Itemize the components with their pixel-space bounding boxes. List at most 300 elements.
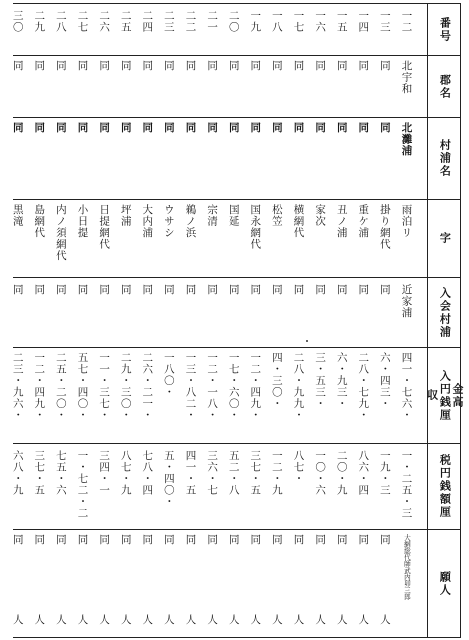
tax-cell-text: 七八・四 (141, 450, 154, 496)
tax-cell-text: 三六・七 (206, 450, 219, 496)
applicant-suffix-cell (136, 614, 158, 634)
village-cell-text: 同 (76, 122, 89, 134)
tax-cell-text: 三四・一 (98, 450, 111, 496)
village-cell (373, 122, 395, 197)
tax-cell (287, 450, 309, 528)
aza-cell-text: 鵜ノ浜 (184, 204, 197, 239)
village-cell-text: 同 (33, 122, 46, 134)
shared-village-cell (330, 284, 352, 346)
district-cell-text: 同 (227, 60, 240, 72)
tax-cell (71, 450, 93, 528)
district-cell-text: 同 (357, 60, 370, 72)
applicant-cell (395, 534, 417, 612)
applicant-cell-text: 同 (54, 534, 67, 546)
village-cell-text: 同 (378, 122, 391, 134)
applicant-suffix-cell-text: 人 (227, 614, 240, 626)
applicant-suffix-cell-text: 人 (141, 614, 154, 626)
number-cell (136, 10, 158, 54)
district-cell-text: 同 (11, 60, 24, 72)
applicant-suffix-cell (309, 614, 331, 634)
applicant-suffix-cell (71, 614, 93, 634)
shared-village-cell-text: 同 (54, 284, 67, 296)
village-cell-text: 同 (335, 122, 348, 134)
district-cell-text: 同 (119, 60, 132, 72)
district-cell (179, 60, 201, 115)
district-cell-text: 同 (141, 60, 154, 72)
shared-village-cell-text: 同 (33, 284, 46, 296)
district-cell (6, 60, 28, 115)
number-cell-text: 二七 (76, 10, 89, 33)
aza-cell (157, 204, 179, 276)
district-cell (244, 60, 266, 115)
shared-village-cell (287, 284, 309, 346)
applicant-cell (352, 534, 374, 612)
number-cell-text: 二〇 (227, 10, 240, 33)
tax-cell (136, 450, 158, 528)
applicant-cell (265, 534, 287, 612)
applicant-cell-text: 同 (206, 534, 219, 546)
district-cell-text: 同 (378, 60, 391, 72)
header-shared-village: 入会村浦 (438, 286, 452, 339)
aza-cell-text: 家次 (314, 204, 327, 227)
income-cell (157, 352, 179, 442)
tax-cell-text: 一〇・六 (314, 450, 327, 496)
district-cell-text: 同 (270, 60, 283, 72)
applicant-suffix-cell-text: 人 (119, 614, 132, 626)
applicant-cell-text: 同 (335, 534, 348, 546)
district-cell (265, 60, 287, 115)
aza-cell-text: 日提網代 (98, 204, 111, 250)
tax-cell-text: 七五・六 (54, 450, 67, 496)
applicant-cell-text: 同 (314, 534, 327, 546)
applicant-cell (136, 534, 158, 612)
shared-village-cell-text: 同 (206, 284, 219, 296)
aza-cell-text: 小日提 (76, 204, 89, 239)
shared-village-cell (395, 284, 417, 346)
tax-cell-text: 五・四〇・ (162, 450, 175, 508)
applicant-suffix-cell (93, 614, 115, 634)
district-cell (309, 60, 331, 115)
header-aza: 字 (438, 232, 452, 245)
aza-cell-text: 内ノ須網代 (54, 204, 67, 262)
aza-cell-text: 国永網代 (249, 204, 262, 250)
aza-cell (136, 204, 158, 276)
shared-village-cell (71, 284, 93, 346)
income-cell-text: 二八・七九・ (357, 352, 370, 421)
village-cell (244, 122, 266, 197)
district-cell (93, 60, 115, 115)
aza-cell (93, 204, 115, 276)
shared-village-cell (373, 284, 395, 346)
header-income: 収 入円銭厘 金高 (425, 369, 464, 422)
tax-cell (157, 450, 179, 528)
applicant-suffix-cell-text: 人 (378, 614, 391, 626)
shared-village-cell (352, 284, 374, 346)
district-cell-text: 同 (162, 60, 175, 72)
applicant-cell (309, 534, 331, 612)
income-cell-text: 一二・一八・ (206, 352, 219, 421)
aza-cell (49, 204, 71, 276)
aza-cell (395, 204, 417, 276)
applicant-cell-text: 同 (357, 534, 370, 546)
aza-cell (6, 204, 28, 276)
applicant-suffix-cell (179, 614, 201, 634)
shared-village-cell-text: 同 (76, 284, 89, 296)
tax-cell (395, 450, 417, 528)
applicant-suffix-cell-text: 人 (270, 614, 283, 626)
header-number: 番号 (438, 16, 452, 43)
number-cell-text: 二六 (98, 10, 111, 33)
table-border-right (460, 3, 461, 637)
aza-cell (201, 204, 223, 276)
applicant-suffix-cell-text: 人 (54, 614, 67, 626)
district-cell-text: 同 (33, 60, 46, 72)
header-district: 郡名 (438, 73, 452, 100)
aza-cell (114, 204, 136, 276)
applicant-suffix-cell (6, 614, 28, 634)
number-cell (49, 10, 71, 54)
applicant-suffix-cell-text: 人 (357, 614, 370, 626)
district-cell (395, 60, 417, 115)
applicant-suffix-cell-text: 人 (98, 614, 111, 626)
village-cell (265, 122, 287, 197)
tax-cell (330, 450, 352, 528)
income-cell (395, 352, 417, 442)
number-cell-text: 二五 (119, 10, 132, 33)
applicant-cell (114, 534, 136, 612)
income-cell (71, 352, 93, 442)
district-cell-text: 北宇和 (400, 60, 413, 95)
income-cell (49, 352, 71, 442)
aza-cell-text: 黒滝 (11, 204, 24, 227)
income-cell (201, 352, 223, 442)
applicant-suffix-cell (28, 614, 50, 634)
applicant-cell (28, 534, 50, 612)
applicant-suffix-cell-text: 人 (76, 614, 89, 626)
applicant-suffix-cell (244, 614, 266, 634)
aza-cell-text: 松笠 (270, 204, 283, 227)
district-cell-text: 同 (292, 60, 305, 72)
table-rule (13, 117, 461, 118)
aza-cell-text: 横網代 (292, 204, 305, 239)
shared-village-cell-text: 同 (314, 284, 327, 296)
number-cell (287, 10, 309, 54)
village-cell-text: 同 (11, 122, 24, 134)
village-cell-text: 同 (206, 122, 219, 134)
district-cell (136, 60, 158, 115)
district-cell (28, 60, 50, 115)
income-cell (28, 352, 50, 442)
village-cell (395, 122, 417, 197)
district-cell (114, 60, 136, 115)
applicant-cell (71, 534, 93, 612)
applicant-cell-text: 同 (184, 534, 197, 546)
shared-village-cell-text: 同 (249, 284, 262, 296)
number-cell (71, 10, 93, 54)
tax-cell (352, 450, 374, 528)
district-cell-text: 同 (206, 60, 219, 72)
aza-cell (373, 204, 395, 276)
district-cell-text: 同 (98, 60, 111, 72)
applicant-suffix-cell (330, 614, 352, 634)
income-cell-text: 一三・八二・ (184, 352, 197, 421)
district-cell-text: 同 (54, 60, 67, 72)
tax-cell (179, 450, 201, 528)
village-cell (6, 122, 28, 197)
aza-cell-text: 大内浦 (141, 204, 154, 239)
aza-cell-text: 丑ノ浦 (335, 204, 348, 239)
income-cell-text: 六・九三・ (335, 352, 348, 410)
aza-cell (28, 204, 50, 276)
aza-cell (309, 204, 331, 276)
number-cell (179, 10, 201, 54)
district-cell-text: 同 (249, 60, 262, 72)
aza-cell (244, 204, 266, 276)
income-cell-text: 四・三〇・ (270, 352, 283, 410)
number-cell-text: 一七 (292, 10, 305, 33)
applicant-cell-text: 同 (98, 534, 111, 546)
table-rule (13, 277, 461, 278)
income-cell (265, 352, 287, 442)
district-cell (373, 60, 395, 115)
shared-village-cell-text: 同 (357, 284, 370, 296)
village-cell-text: 同 (184, 122, 197, 134)
village-cell (330, 122, 352, 197)
tax-cell-text: 五二・八 (227, 450, 240, 496)
number-cell-text: 二二 (184, 10, 197, 33)
aza-cell-text: 島網代 (33, 204, 46, 239)
applicant-suffix-cell (373, 614, 395, 634)
village-cell-text: 同 (292, 122, 305, 134)
applicant-cell (157, 534, 179, 612)
tax-cell-text: 八六・四 (357, 450, 370, 496)
income-cell (244, 352, 266, 442)
tax-cell (244, 450, 266, 528)
village-cell (222, 122, 244, 197)
shared-village-cell-text: 同 (98, 284, 111, 296)
aza-cell (330, 204, 352, 276)
applicant-suffix-cell-text: 人 (11, 614, 24, 626)
village-cell (49, 122, 71, 197)
number-cell-text: 二四 (141, 10, 154, 33)
number-cell (114, 10, 136, 54)
applicant-cell-text: 同 (11, 534, 24, 546)
number-cell (309, 10, 331, 54)
aza-cell (222, 204, 244, 276)
applicant-cell (244, 534, 266, 612)
income-cell-text: 一七・六〇・ (227, 352, 240, 421)
tax-cell (373, 450, 395, 528)
village-cell-text: 同 (54, 122, 67, 134)
tax-cell (265, 450, 287, 528)
income-cell (136, 352, 158, 442)
district-cell (352, 60, 374, 115)
applicant-cell-text: 同 (76, 534, 89, 546)
income-cell-text: 四一・七六・ (400, 352, 413, 421)
shared-village-cell (222, 284, 244, 346)
village-cell (179, 122, 201, 197)
applicant-cell-text: 同 (119, 534, 132, 546)
tax-cell (201, 450, 223, 528)
income-cell (352, 352, 374, 442)
shared-village-cell (201, 284, 223, 346)
number-cell-text: 一二 (400, 10, 413, 33)
tax-cell (222, 450, 244, 528)
number-cell (28, 10, 50, 54)
number-cell-text: 二三 (162, 10, 175, 33)
shared-village-cell-text: 近家浦 (400, 284, 413, 319)
village-cell (352, 122, 374, 197)
applicant-suffix-cell-text: 人 (206, 614, 219, 626)
village-cell (114, 122, 136, 197)
tax-cell-text: 一・二五・三 (400, 450, 413, 519)
shared-village-cell (114, 284, 136, 346)
district-cell (71, 60, 93, 115)
applicant-cell (373, 534, 395, 612)
income-cell (309, 352, 331, 442)
applicant-suffix-cell-text: 人 (292, 614, 305, 626)
shared-village-cell-text: 同 (378, 284, 391, 296)
applicant-suffix-cell (395, 614, 417, 634)
aza-cell (287, 204, 309, 276)
village-cell (71, 122, 93, 197)
tax-cell-text: 四一・五 (184, 450, 197, 496)
tax-cell-text: 一・七二・二 (76, 450, 89, 519)
district-cell (49, 60, 71, 115)
tax-cell-text: 一九・三 (378, 450, 391, 496)
village-cell-text: 同 (119, 122, 132, 134)
aza-cell (352, 204, 374, 276)
shared-village-cell-text: 同 (141, 284, 154, 296)
aza-cell (179, 204, 201, 276)
aza-cell (265, 204, 287, 276)
aza-cell-text: ウサシ (162, 204, 175, 239)
applicant-cell-text: 同 (227, 534, 240, 546)
income-cell-text: 六・四三・ (378, 352, 391, 410)
village-cell (28, 122, 50, 197)
shared-village-cell-text: 同 (11, 284, 24, 296)
income-cell-text: 二九・三〇・ (119, 352, 132, 421)
district-cell (201, 60, 223, 115)
shared-village-cell (309, 284, 331, 346)
income-cell (179, 352, 201, 442)
applicant-suffix-cell-text: 人 (335, 614, 348, 626)
income-cell-text: 二五・二〇・ (54, 352, 67, 421)
village-cell-text: 同 (357, 122, 370, 134)
number-cell (395, 10, 417, 54)
tax-cell-text: 八七・ (292, 450, 305, 485)
shared-village-cell (244, 284, 266, 346)
applicant-suffix-cell (49, 614, 71, 634)
tax-cell (6, 450, 28, 528)
applicant-suffix-cell (157, 614, 179, 634)
shared-village-cell-text: 同 (162, 284, 175, 296)
number-cell (330, 10, 352, 54)
shared-village-cell-text: 同 (270, 284, 283, 296)
shared-village-cell-text: 同 (119, 284, 132, 296)
applicant-cell (201, 534, 223, 612)
number-cell (222, 10, 244, 54)
applicant-cell-text: 同 (292, 534, 305, 546)
income-cell-text: 二三・九六・ (11, 352, 24, 421)
number-cell (373, 10, 395, 54)
tax-cell-text: 六八・九 (11, 450, 24, 496)
aza-cell-text: 国延 (227, 204, 240, 227)
applicant-cell-text: 同 (33, 534, 46, 546)
shared-village-cell (49, 284, 71, 346)
income-cell (222, 352, 244, 442)
tax-cell-text: 三七・五 (33, 450, 46, 496)
income-cell-text: 一二・四九・ (33, 352, 46, 421)
village-cell-text: 同 (141, 122, 154, 134)
shared-village-cell (93, 284, 115, 346)
income-cell (114, 352, 136, 442)
shared-village-cell-text: 同 (292, 284, 305, 296)
table-rule (13, 529, 461, 530)
shared-village-cell (28, 284, 50, 346)
shared-village-cell (136, 284, 158, 346)
income-cell (6, 352, 28, 442)
applicant-cell (222, 534, 244, 612)
applicant-suffix-cell (265, 614, 287, 634)
number-cell-text: 二九 (33, 10, 46, 33)
applicant-cell-text: 同 (141, 534, 154, 546)
village-cell (309, 122, 331, 197)
number-cell (265, 10, 287, 54)
income-cell-text: 一二・四九・ (249, 352, 262, 421)
village-cell-text: 同 (162, 122, 175, 134)
table-rule (13, 443, 461, 444)
applicant-suffix-cell (201, 614, 223, 634)
tax-cell (49, 450, 71, 528)
applicant-suffix-cell (222, 614, 244, 634)
applicant-suffix-cell-text: 人 (33, 614, 46, 626)
header-applicant: 願人 (438, 570, 452, 597)
village-cell (136, 122, 158, 197)
aza-cell-text: 重ケ浦 (357, 204, 370, 239)
applicant-suffix-cell-text: 人 (162, 614, 175, 626)
income-cell-text: 一八〇・ (162, 352, 175, 398)
district-cell-text: 同 (184, 60, 197, 72)
applicant-cell-text: 同 (162, 534, 175, 546)
number-cell-text: 二八 (54, 10, 67, 33)
shared-village-cell (265, 284, 287, 346)
applicant-suffix-cell (287, 614, 309, 634)
applicant-cell-text: 同 (378, 534, 391, 546)
shared-village-cell-text: 同 (184, 284, 197, 296)
village-cell-text: 同 (227, 122, 240, 134)
district-cell-text: 同 (76, 60, 89, 72)
number-cell (6, 10, 28, 54)
applicant-cell (330, 534, 352, 612)
income-cell-text: 三・五三・ (314, 352, 327, 410)
number-cell-text: 一四 (357, 10, 370, 33)
number-cell-text: 一六 (314, 10, 327, 33)
tax-cell-text: 二〇・九 (335, 450, 348, 496)
number-cell-text: 一八 (270, 10, 283, 33)
number-cell (201, 10, 223, 54)
district-cell-text: 同 (335, 60, 348, 72)
tax-cell (93, 450, 115, 528)
number-cell (157, 10, 179, 54)
village-cell-text: 同 (249, 122, 262, 134)
income-cell-text: 五七・四〇・ (76, 352, 89, 421)
district-cell (287, 60, 309, 115)
village-cell-text: 同 (98, 122, 111, 134)
district-cell (222, 60, 244, 115)
tax-cell-text: 八七・九 (119, 450, 132, 496)
table-rule (13, 3, 461, 4)
